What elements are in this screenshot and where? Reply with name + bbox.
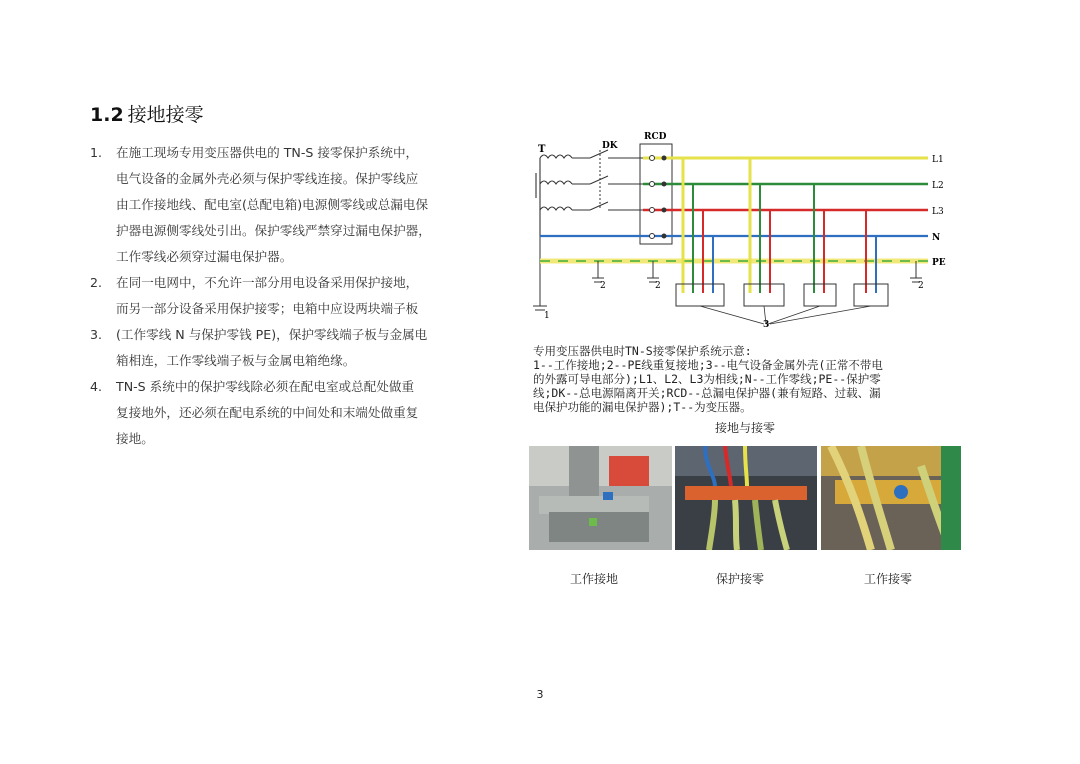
- list-line: 箱相连，工作零线端子板与金属电箱绝缘。: [116, 353, 356, 368]
- label-earth-1: 1: [544, 311, 550, 321]
- list-item: [90, 270, 470, 322]
- photo-working-zero: [821, 446, 961, 550]
- section-heading: [90, 100, 204, 127]
- list-line: 在同一电网中，不允许一部分用电设备采用保护接地，: [116, 275, 419, 290]
- rcd-nodes: [650, 156, 667, 239]
- list-line: 而另一部分设备采用保护接零；电箱中应设两块端子板: [116, 301, 419, 316]
- label-n: N: [932, 233, 941, 243]
- list-item-number: 3.: [90, 327, 103, 342]
- photo-label-protective-zero: 保护接零: [715, 572, 764, 586]
- equipment-boxes: [676, 284, 888, 306]
- list-line: 在施工现场专用变压器供电的 TN-S 接零保护系统中，: [116, 145, 419, 160]
- label-l3: L3: [932, 207, 944, 217]
- label-pe: PE: [932, 258, 946, 268]
- label-l2: L2: [932, 181, 944, 191]
- label-dk-switch: DK: [602, 141, 618, 151]
- list-line: 由工作接地线、配电室(总配电箱)电源侧零线或总漏电保: [116, 197, 429, 212]
- list-item-number: 4.: [90, 379, 103, 394]
- list-item: [90, 140, 470, 270]
- rules-list: [90, 140, 470, 452]
- list-item: [90, 322, 470, 374]
- label-earth-2a: 2: [600, 281, 606, 291]
- list-line: 电气设备的金属外壳必须与保护零线连接。保护零线应: [116, 171, 419, 186]
- list-line: 工作零线必须穿过漏电保护器。: [116, 249, 293, 264]
- label-equipment-3: 3: [763, 320, 770, 328]
- section-number: 1.2: [90, 104, 124, 126]
- photos-subtitle: 接地与接零: [714, 421, 775, 435]
- equipment-drops: [683, 158, 876, 293]
- label-earth-2c: 2: [918, 281, 924, 291]
- section-title: 接地接零: [127, 104, 204, 126]
- photo-label-working-earth: 工作接地: [569, 572, 618, 586]
- leader-lines: [700, 306, 871, 324]
- dk-switch: [590, 150, 643, 210]
- diagram-caption: 专用变压器供电时TN-S接零保护系统示意: 1--工作接地;2--PE线重复接地;3--电气设备金属外壳(正常不带电 的外露可导电部分);L1、L2、L3为相线;N--工作零线;PE--保护零 线;DK--总电源隔离开关;RCD--总漏电保护器(兼有短路、过载、漏 电保护功能的漏电保护器);T--为变压器。: [533, 344, 883, 414]
- list-item: [90, 374, 470, 452]
- label-earth-2b: 2: [655, 281, 661, 291]
- photo-label-working-zero: 工作接零: [863, 572, 912, 586]
- list-line: (工作零线 N 与保护零钱 PE)，保护零线端子板与金属电: [116, 327, 428, 342]
- tns-wiring-diagram: [528, 128, 960, 328]
- label-rcd: RCD: [644, 132, 667, 142]
- list-item-number: 1.: [90, 145, 103, 160]
- list-line: 接地。: [116, 431, 154, 446]
- page-number: 3: [536, 688, 544, 701]
- label-transformer: T: [538, 144, 546, 155]
- photo-protective-zero: [675, 446, 817, 550]
- label-l1: L1: [932, 155, 944, 165]
- photo-working-earth: [529, 446, 672, 550]
- pe-repeat-earths: [592, 261, 922, 282]
- list-item-number: 2.: [90, 275, 103, 290]
- transformer-coils: [536, 155, 572, 236]
- list-line: 护器电源侧零线处引出。保护零线严禁穿过漏电保护器，: [116, 223, 431, 238]
- list-line: 复接地外，还必须在配电系统的中间处和末端处做重复: [116, 405, 419, 420]
- list-line: TN-S 系统中的保护零线除必须在配电室或总配处做重: [116, 379, 415, 394]
